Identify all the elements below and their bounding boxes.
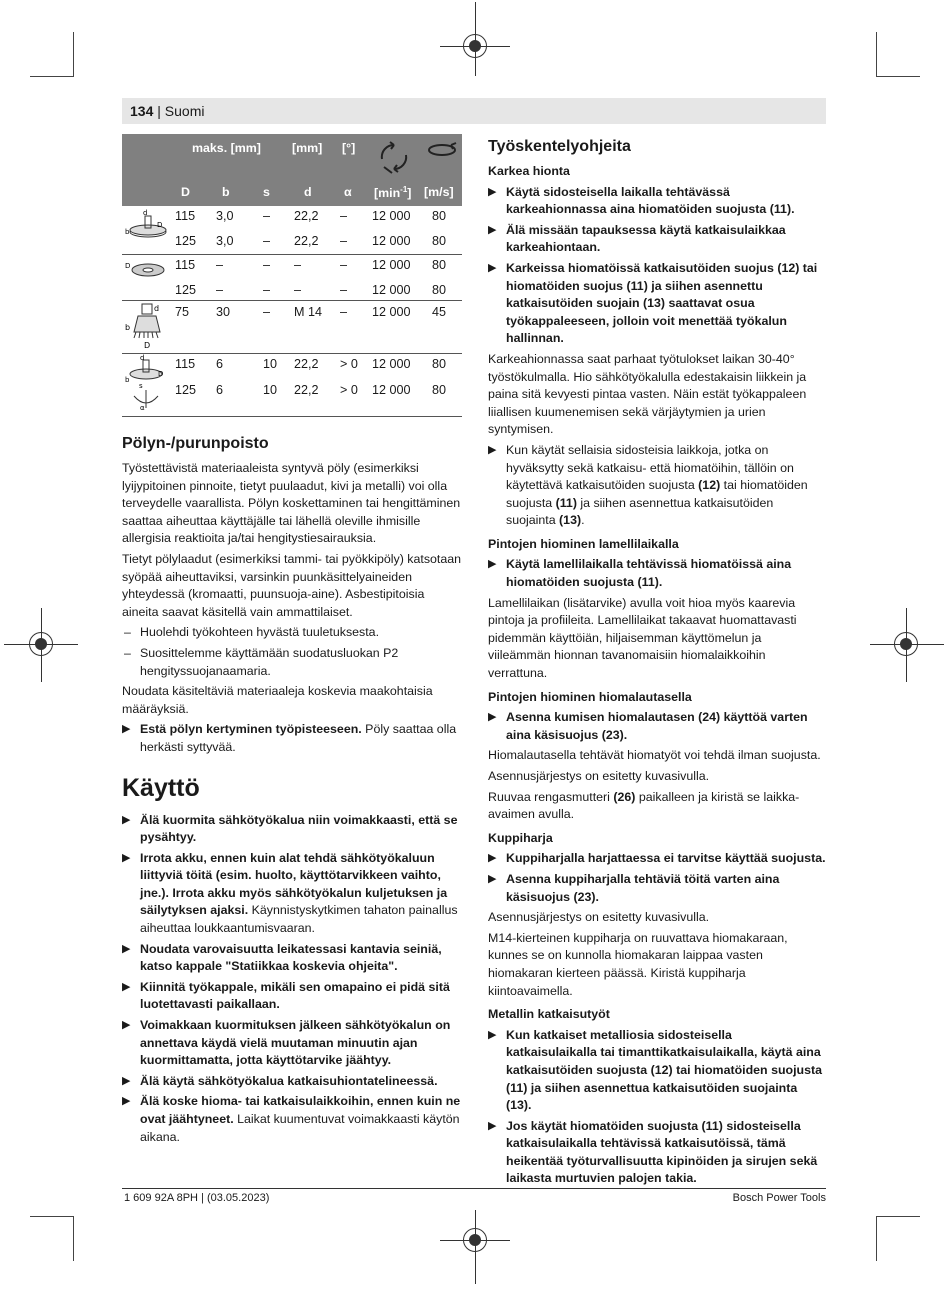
cup-brush-icon [124, 302, 170, 350]
table-divider [122, 353, 462, 354]
table-divider [122, 254, 462, 255]
svg-text:D: D [144, 341, 151, 350]
arrow-bullet-icon: ▶ [122, 851, 131, 864]
table-cell: 10 [263, 357, 278, 371]
subsection-title: Metallin katkaisutyöt [488, 1007, 610, 1022]
table-cell: 22,2 [294, 234, 319, 248]
table-cell: 12 000 [372, 209, 411, 223]
arrow-bullet-icon: ▶ [488, 1119, 497, 1132]
table-cell: 22,2 [294, 383, 319, 397]
col-header-d: d [304, 185, 312, 199]
footer-rule [122, 1188, 826, 1189]
dust-paragraph: Tietyt pölylaadut (esimerkiksi tammi- tai pyökkipöly) katsotaan syöpää aiheuttaviksi, varsinkin puunkäsittelyaineiden yhteydessä (kromaatti, puunsuoja-aine). Asbestipitoisia aineita saavat käsitellä vain ammattilaiset. [122, 551, 462, 619]
table-cell: M 14 [294, 305, 322, 319]
table-cell: – [294, 258, 302, 272]
arrow-bullet-icon: ▶ [488, 261, 497, 274]
table-cell: – [340, 258, 348, 272]
dash-item: – Huolehdi työkohteen hyvästä tuuletuksesta. [124, 625, 380, 640]
warning-item: ▶ Jos käytät hiomatöiden suojusta (11) sidosteisella katkaisulaikalla tehtävissä katkaisutöissä, tämä heikentää työturvallisuutta kipinöiden ja sirujen sekä laikasta murtuvien palojen takia. [488, 1118, 818, 1186]
warning-item: ▶ Älä koske hioma- tai katkaisulaikkoihin, ennen kuin ne ovat jäähtyneet. Laikat kuumentuvat voimakkaasti käytön aikana. [122, 1094, 461, 1144]
svg-text:b: b [125, 228, 130, 236]
header-language: Suomi [164, 103, 205, 119]
arrow-bullet-icon: ▶ [488, 852, 497, 865]
warning-item: ▶ Estä pölyn kertyminen työpisteeseen. Pöly saattaa olla herkästi syttyvää. [122, 722, 457, 754]
table-cell: 6 [216, 383, 224, 397]
left-column [122, 434, 462, 1149]
table-cell: 22,2 [294, 209, 319, 223]
arrow-bullet-icon: ▶ [488, 443, 497, 456]
table-cell: 125 [175, 283, 197, 297]
table-cell: > 0 [340, 357, 358, 371]
table-cell: 125 [175, 234, 197, 248]
dust-paragraph: Noudata käsiteltäviä materiaaleja koskevia maakohtaisia määräyksiä. [122, 684, 433, 716]
svg-text:D: D [158, 370, 164, 378]
table-cell: – [216, 283, 224, 297]
table-cell: 22,2 [294, 357, 319, 371]
table-cell: 12 000 [372, 258, 411, 272]
page-number: 134 [130, 103, 154, 119]
cutting-disc-icon [124, 354, 170, 412]
arrow-bullet-icon: ▶ [122, 1074, 131, 1087]
table-cell: – [340, 209, 348, 223]
table-cell: 115 [175, 209, 196, 223]
col-header-mm: [mm] [292, 141, 323, 155]
table-cell: – [263, 305, 271, 319]
crop-mark [876, 1217, 877, 1261]
svg-text:D: D [125, 262, 131, 270]
warning-item: ▶ Kiinnitä työkappale, mikäli sen omapaino ei pidä sitä luotettavasti paikallaan. [122, 979, 450, 1012]
footer-brand: Bosch Power Tools [732, 1192, 826, 1204]
table-cell: – [340, 305, 348, 319]
table-cell: 115 [175, 258, 196, 272]
table-cell: 12 000 [372, 383, 411, 397]
table-cell: 3,0 [216, 209, 234, 223]
warning-item: ▶ Kun katkaiset metalliosia sidosteisella katkaisulaikalla tai timanttikatkaisulaikalla, käytä aina katkaisutöiden suojusta (12) tai hiomatöiden suojusta (11) ja siihen asennettua katkaisutöiden suojainta (13). [488, 1027, 823, 1113]
use-section-title: Käyttö [122, 773, 200, 802]
flap-disc-icon [124, 258, 170, 284]
table-cell: 12 000 [372, 283, 411, 297]
footer-doc-id: 1 609 92A 8PH | (03.05.2023) [124, 1192, 270, 1204]
arrow-bullet-icon: ▶ [488, 223, 497, 236]
warning-item: ▶ Käytä sidosteisella laikalla tehtävässä karkeahionnassa aina hiomatöiden suojusta (11). [488, 184, 795, 217]
registration-mark-icon [463, 34, 487, 58]
crop-mark [73, 1217, 74, 1261]
svg-text:d: d [143, 209, 148, 217]
table-cell: 125 [175, 383, 197, 397]
arrow-bullet-icon: ▶ [488, 711, 497, 724]
table-divider [122, 300, 462, 301]
subsection-title: Pintojen hiominen hiomalautasella [488, 689, 692, 704]
warning-item: ▶ Karkeissa hiomatöissä katkaisutöiden suojus (12) tai hiomatöiden suojus (11) ja siihen asennettu katkaisutöiden suojain (13) saattavat osua työkappaleeseen, jolloin voit menettää työkalun hallinnan. [488, 260, 818, 346]
table-cell: 45 [432, 305, 447, 319]
table-cell: 30 [216, 305, 231, 319]
table-cell: 80 [432, 234, 447, 248]
col-header-speed: [m/s] [424, 185, 454, 199]
info-item: ▶ Kun käytät sellaisia sidosteisia laikkoja, jotka on hyväksytty sekä katkaisu- että hiomatöihin, tällöin on käytettävä katkaisutöiden suojusta (12) tai hiomatöiden suojusta (11) ja siihen asennettua katkaisutöiden suojainta (13). [488, 442, 808, 528]
col-header-deg: [°] [342, 141, 356, 155]
table-cell: 3,0 [216, 234, 234, 248]
crop-mark [30, 76, 74, 77]
subsection-title: Pintojen hiominen lamellilaikalla [488, 536, 679, 551]
table-cell: – [263, 234, 271, 248]
crop-mark [876, 76, 920, 77]
grinding-disc-icon [124, 208, 170, 244]
col-header-rpm: $[\min^{-1}]$ [374, 185, 412, 201]
table-cell: – [294, 283, 302, 297]
subsection-title: Kuppiharja [488, 830, 553, 845]
table-cell: 12 000 [372, 305, 411, 319]
warning-item: ▶ Älä missään tapauksessa käytä katkaisulaikkaa karkeahiontaan. [488, 222, 786, 255]
warning-item: ▶ Kuppiharjalla harjattaessa ei tarvitse käyttää suojusta. [488, 850, 826, 868]
crop-mark [876, 32, 877, 76]
subsection-title: Karkea hionta [488, 164, 570, 178]
table-cell: – [263, 209, 271, 223]
table-header-symbols [122, 180, 462, 206]
body-paragraph: Asennusjärjestys on esitetty kuvasivulla. [488, 910, 710, 925]
table-header-units [122, 134, 462, 180]
registration-mark-icon [29, 632, 53, 656]
arrow-bullet-icon: ▶ [122, 813, 131, 826]
table-cell: – [340, 234, 348, 248]
table-cell: 12 000 [372, 234, 411, 248]
svg-text:d: d [140, 354, 145, 362]
dust-section-title: Pölyn-/purunpoisto [122, 435, 269, 452]
crop-mark [73, 32, 74, 76]
right-column [488, 137, 826, 1191]
table-cell: 80 [432, 383, 447, 397]
arrow-bullet-icon: ▶ [122, 980, 131, 993]
svg-text:D: D [157, 221, 163, 229]
table-cell: 80 [432, 258, 447, 272]
work-instructions-title: Työskentelyohjeita [488, 138, 631, 155]
page-header [122, 98, 826, 124]
arrow-bullet-icon: ▶ [488, 185, 497, 198]
crop-mark [876, 1216, 920, 1217]
svg-text:s: s [139, 382, 143, 390]
col-header-max-mm: maks. [mm] [192, 141, 261, 155]
crop-mark [30, 1216, 74, 1217]
warning-item: ▶ Voimakkaan kuormituksen jälkeen sähkötyökalun on annettava käydä vielä muutaman minuutin ajan kuormittamatta, jotta käyttötarvike jäähtyy. [122, 1018, 451, 1068]
warning-item: ▶ Asenna kuppiharjalla tehtäviä töitä varten aina käsisuojus (23). [488, 871, 780, 904]
col-header-alpha: α [344, 185, 352, 199]
table-cell: 80 [432, 357, 447, 371]
peripheral-speed-icon [425, 140, 459, 160]
registration-mark-icon [894, 632, 918, 656]
svg-text:b: b [125, 376, 130, 384]
warning-item: ▶ Älä kuormita sähkötyökalua niin voimakkaasti, että se pysähtyy. [122, 812, 458, 845]
svg-text:α: α [140, 404, 145, 412]
warning-item: ▶ Asenna kumisen hiomalautasen (24) käyttöä varten aina käsisuojus (23). [488, 710, 808, 742]
table-cell: > 0 [340, 383, 358, 397]
table-cell: 80 [432, 283, 447, 297]
dash-item: – Suosittelemme käyttämään suodatusluokan P2 hengityssuojanaamaria. [124, 645, 399, 678]
body-paragraph: Lamellilaikan (lisätarvike) avulla voit hioa myös kaarevia pintoja ja profiileita. Lamellilaikat takaavat huomattavasti pidemmän käyttöiän, hiljaisemman käyttömelun ja viileämmän hionnan tavanomaisiin hiomalaikkoihin verrattuna. [488, 595, 797, 681]
header-separator: | [153, 103, 165, 119]
dust-paragraph: Työstettävistä materiaaleista syntyvä pöly (esimerkiksi lyijypitoinen pinnoite, tietyt puulaadut, kivi ja metalli) voi olla terveydelle vaarallista. Pölyn koskettaminen tai hengittäminen saattaa aiheuttaa käyttäjälle tai lähellä oleville ihmisille allergisia reaktioita ja/tai hengitystiesairauksia. [122, 461, 461, 546]
warning-item: ▶ Käytä lamellilaikalla tehtävissä hiomatöissä aina hiomatöiden suojusta (11). [488, 557, 792, 590]
body-paragraph: M14-kierteinen kuppiharja on ruuvattava hiomakaraan, kunnes se on kunnolla hiomakaran laippaa vasten hiomakaran kierteen päässä. Kiristä kuppiharja kiintoavaimella. [488, 930, 788, 998]
arrow-bullet-icon: ▶ [488, 558, 497, 571]
svg-text:b: b [125, 323, 131, 332]
table-cell: – [263, 258, 271, 272]
arrow-bullet-icon: ▶ [122, 1019, 131, 1032]
arrow-bullet-icon: ▶ [122, 1095, 131, 1108]
arrow-bullet-icon: ▶ [122, 942, 131, 955]
table-cell: – [340, 283, 348, 297]
table-cell: – [216, 258, 224, 272]
warning-item: ▶ Noudata varovaisuutta leikatessasi kantavia seiniä, katso kappale "Statiikkaa koskevia ohjeita". [122, 941, 442, 974]
rotation-speed-icon [374, 137, 414, 177]
table-cell: 75 [175, 305, 190, 319]
body-paragraph: Ruuvaa rengasmutteri (26) paikalleen ja kiristä se laikka-avaimen avulla. [488, 789, 800, 822]
table-cell: – [263, 283, 271, 297]
table-cell: 12 000 [372, 357, 411, 371]
arrow-bullet-icon: ▶ [122, 723, 131, 736]
body-paragraph: Asennusjärjestys on esitetty kuvasivulla. [488, 769, 710, 783]
svg-text:d: d [154, 304, 160, 313]
body-paragraph: Hiomalautasella tehtävät hiomatyöt voi tehdä ilman suojusta. [488, 748, 821, 763]
col-header-s: s [263, 185, 270, 199]
col-header-D: D [181, 185, 190, 199]
arrow-bullet-icon: ▶ [488, 1028, 497, 1041]
body-paragraph: Karkeahionnassa saat parhaat työtulokset laikan 30-40° työstökulmalla. Hio sähkötyökalulla edestakaisin liikkein ja paina sitä kevyesti pintaa vasten. Näin estät työkappaleen liiallisen kuumenemisen sekä värjäytymien ja urien syntymisen. [488, 351, 807, 437]
table-cell: 115 [175, 357, 196, 371]
table-cell: 10 [263, 383, 278, 397]
warning-item: ▶ Älä käytä sähkötyökalua katkaisuhiontatelineessä. [122, 1073, 462, 1091]
col-header-b: b [222, 185, 230, 199]
table-cell: 6 [216, 357, 224, 371]
spec-table [122, 134, 462, 424]
warning-item: ▶ Irrota akku, ennen kuin alat tehdä sähkötyökaluun liittyviä töitä (esim. huolto, käyttötarvikkeen vaihto, jne.). Irrota akku myös sähkötyökalun kuljetuksen ja säilytyksen ajaksi. Käynnistyskytkimen tahaton painallus aiheuttaa loukkaantumisvaaran. [122, 850, 458, 936]
table-cell: 80 [432, 209, 447, 223]
registration-mark-icon [463, 1228, 487, 1252]
table-divider [122, 416, 462, 417]
arrow-bullet-icon: ▶ [488, 872, 497, 885]
